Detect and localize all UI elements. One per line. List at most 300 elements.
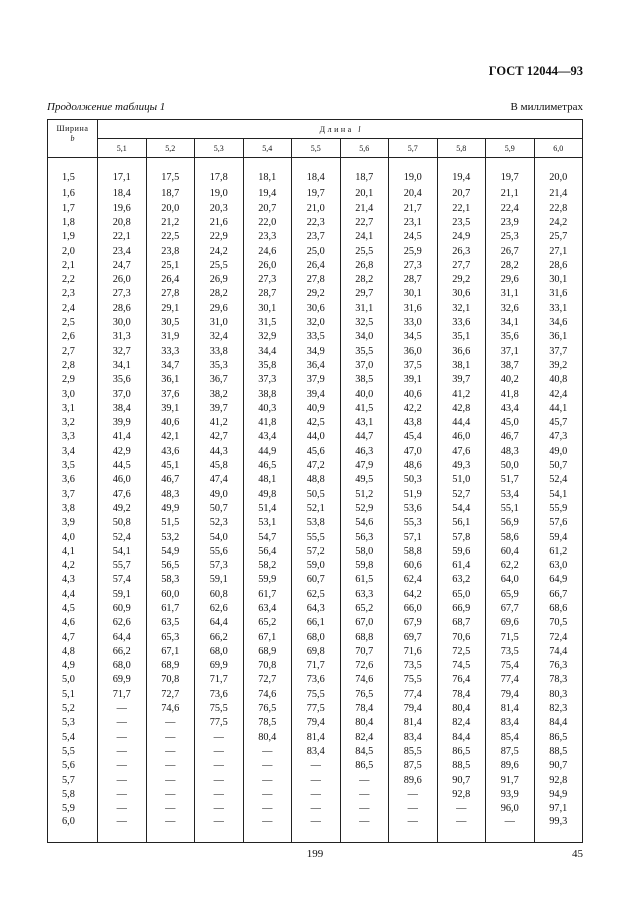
table-cell: 31,1	[340, 301, 389, 315]
table-cell: 37,0	[340, 358, 389, 372]
table-cell: 38,5	[340, 373, 389, 387]
table-cell: 55,9	[534, 501, 583, 515]
table-cell: 47,4	[195, 473, 244, 487]
table-cell: 34,1	[98, 358, 147, 372]
table-cell: 19,7	[292, 187, 341, 201]
table-cell: 26,7	[486, 244, 535, 258]
table-cell: —	[243, 773, 292, 787]
table-cell: 54,9	[146, 544, 195, 558]
table-cell: 56,4	[243, 544, 292, 558]
column-header: 5,7	[389, 139, 438, 158]
table-cell: 23,1	[389, 215, 438, 229]
table-cell: 35,8	[243, 358, 292, 372]
table-cell: 29,7	[340, 287, 389, 301]
table-cell: 68,9	[243, 644, 292, 658]
row-width-cell: 4,1	[48, 544, 98, 558]
table-cell: 41,8	[486, 387, 535, 401]
table-cell: 58,8	[389, 544, 438, 558]
table-cell: 64,3	[292, 601, 341, 615]
table-cell: 48,6	[389, 458, 438, 472]
table-cell: 69,9	[195, 659, 244, 673]
table-cell: 47,6	[98, 487, 147, 501]
table-cell: 32,5	[340, 315, 389, 329]
table-cell: 32,1	[437, 301, 486, 315]
table-cell: 24,7	[98, 258, 147, 272]
table-cell: 28,2	[340, 273, 389, 287]
table-cell: 77,4	[389, 687, 438, 701]
table-cell: 25,3	[486, 230, 535, 244]
table-cell: 88,5	[534, 744, 583, 758]
table-cell: 22,9	[195, 230, 244, 244]
column-header: 5,5	[292, 139, 341, 158]
table-cell: 34,5	[389, 330, 438, 344]
table-cell: 64,2	[389, 587, 438, 601]
table-cell: 60,9	[98, 601, 147, 615]
table-cell: 71,5	[486, 630, 535, 644]
table-cell: 74,5	[437, 659, 486, 673]
table-row	[48, 201, 583, 215]
table-cell: 66,2	[98, 644, 147, 658]
table-cell: 86,5	[534, 730, 583, 744]
table-cell: 60,4	[486, 544, 535, 558]
table-cell: 59,8	[340, 558, 389, 572]
table-cell: 46,0	[437, 430, 486, 444]
table-cell: 57,3	[195, 558, 244, 572]
table-cell: 29,2	[292, 287, 341, 301]
table-cell: 87,5	[486, 744, 535, 758]
table-cell: 31,9	[146, 330, 195, 344]
table-cell: 49,8	[243, 487, 292, 501]
row-width-cell: 1,5	[48, 158, 98, 187]
table-cell: —	[146, 716, 195, 730]
table-cell: 45,7	[534, 415, 583, 429]
table-cell: 42,2	[389, 401, 438, 415]
row-width-cell: 4,0	[48, 530, 98, 544]
table-cell: 29,2	[437, 273, 486, 287]
table-cell: 48,3	[486, 444, 535, 458]
row-width-cell: 3,4	[48, 444, 98, 458]
table-cell: 74,6	[243, 687, 292, 701]
table-row	[48, 187, 583, 201]
table-row	[48, 601, 583, 615]
table-cell: 61,7	[146, 601, 195, 615]
table-row	[48, 802, 583, 816]
table-cell: 73,5	[389, 659, 438, 673]
width-header-symbol: b	[70, 134, 75, 143]
table-cell: 40,6	[146, 415, 195, 429]
table-cell: 42,9	[98, 444, 147, 458]
row-width-cell: 3,2	[48, 415, 98, 429]
table-row	[48, 730, 583, 744]
table-cell: 65,3	[146, 630, 195, 644]
table-cell: 20,1	[340, 187, 389, 201]
row-width-cell: 3,8	[48, 501, 98, 515]
table-row	[48, 501, 583, 515]
length-header	[98, 120, 583, 139]
table-cell: —	[146, 730, 195, 744]
table-cell: 47,6	[437, 444, 486, 458]
table-cell: 52,1	[292, 501, 341, 515]
table-cell: 40,0	[340, 387, 389, 401]
table-cell: 67,7	[486, 601, 535, 615]
table-cell: 19,4	[243, 187, 292, 201]
table-cell: 85,4	[486, 730, 535, 744]
table-cell: 86,5	[340, 759, 389, 773]
table-cell: 52,4	[534, 473, 583, 487]
table-cell: —	[437, 816, 486, 843]
table-cell: 67,1	[146, 644, 195, 658]
table-cell: 22,8	[534, 201, 583, 215]
table-cell: —	[389, 787, 438, 801]
table-cell: 19,7	[486, 158, 535, 187]
table-cell: 53,1	[243, 516, 292, 530]
table-cell: 41,8	[243, 415, 292, 429]
table-cell: 23,4	[98, 244, 147, 258]
table-cell: —	[243, 816, 292, 843]
table-cell: 40,9	[292, 401, 341, 415]
table-cell: —	[195, 730, 244, 744]
table-row	[48, 558, 583, 572]
row-width-cell: 3,0	[48, 387, 98, 401]
table-cell: 40,8	[534, 373, 583, 387]
table-cell: 65,9	[486, 587, 535, 601]
table-cell: 38,1	[437, 358, 486, 372]
table-cell: 38,8	[243, 387, 292, 401]
table-row	[48, 773, 583, 787]
table-cell: 85,5	[389, 744, 438, 758]
table-cell: —	[98, 716, 147, 730]
table-cell: 32,4	[195, 330, 244, 344]
table-cell: 48,3	[146, 487, 195, 501]
table-cell: 58,2	[243, 558, 292, 572]
column-header: 5,3	[195, 139, 244, 158]
table-cell: 33,6	[437, 315, 486, 329]
table-cell: 66,7	[534, 587, 583, 601]
page-number-right: 45	[572, 848, 583, 860]
table-row	[48, 544, 583, 558]
table-cell: 35,1	[437, 330, 486, 344]
row-width-cell: 4,4	[48, 587, 98, 601]
table-cell: 69,7	[389, 630, 438, 644]
table-row	[48, 644, 583, 658]
table-row	[48, 716, 583, 730]
table-cell: 26,4	[292, 258, 341, 272]
table-cell: 60,8	[195, 587, 244, 601]
table-cell: 37,1	[486, 344, 535, 358]
table-cell: 36,4	[292, 358, 341, 372]
table-row	[48, 258, 583, 272]
table-cell: —	[98, 701, 147, 715]
table-cell: 54,1	[534, 487, 583, 501]
table-row	[48, 215, 583, 229]
table-cell: 61,7	[243, 587, 292, 601]
table-cell: 53,4	[486, 487, 535, 501]
document-code: ГОСТ 12044—93	[488, 64, 583, 78]
table-cell: 25,1	[146, 258, 195, 272]
table-cell: 45,6	[292, 444, 341, 458]
table-cell: 56,3	[340, 530, 389, 544]
row-width-cell: 5,7	[48, 773, 98, 787]
column-header-row	[48, 139, 583, 158]
table-cell: —	[292, 773, 341, 787]
table-cell: 89,6	[486, 759, 535, 773]
table-cell: 27,7	[437, 258, 486, 272]
table-cell: 28,6	[98, 301, 147, 315]
table-cell: 37,0	[98, 387, 147, 401]
table-cell: 74,6	[340, 673, 389, 687]
table-cell: 23,5	[437, 215, 486, 229]
row-width-cell: 5,1	[48, 687, 98, 701]
table-cell: 69,9	[98, 673, 147, 687]
table-cell: 59,6	[437, 544, 486, 558]
table-cell: 19,0	[195, 187, 244, 201]
row-width-cell: 1,6	[48, 187, 98, 201]
table-cell: 84,4	[437, 730, 486, 744]
table-cell: 78,4	[437, 687, 486, 701]
table-cell: 30,0	[98, 315, 147, 329]
table-cell: 80,4	[340, 716, 389, 730]
table-cell: 72,7	[243, 673, 292, 687]
width-header-label: Ширина	[56, 124, 89, 133]
table-cell: 58,0	[340, 544, 389, 558]
table-cell: 83,4	[486, 716, 535, 730]
table-cell: 77,5	[292, 701, 341, 715]
table-cell: 35,3	[195, 358, 244, 372]
table-cell: 70,7	[340, 644, 389, 658]
table-cell: 88,5	[437, 759, 486, 773]
table-cell: —	[146, 787, 195, 801]
table-cell: —	[98, 773, 147, 787]
table-cell: 22,7	[340, 215, 389, 229]
table-cell: 20,7	[243, 201, 292, 215]
table-cell: 77,5	[195, 716, 244, 730]
table-cell: 82,4	[340, 730, 389, 744]
table-cell: —	[389, 802, 438, 816]
table-cell: —	[292, 759, 341, 773]
table-cell: 92,8	[437, 787, 486, 801]
table-cell: 74,6	[146, 701, 195, 715]
table-cell: 59,4	[534, 530, 583, 544]
table-cell: 28,2	[486, 258, 535, 272]
table-cell: 39,9	[98, 415, 147, 429]
table-cell: 62,4	[389, 573, 438, 587]
row-width-cell: 5,0	[48, 673, 98, 687]
table-cell: 91,7	[486, 773, 535, 787]
table-cell: 76,5	[243, 701, 292, 715]
table-cell: 22,3	[292, 215, 341, 229]
table-cell: 73,5	[486, 644, 535, 658]
table-cell: 24,5	[389, 230, 438, 244]
table-row	[48, 287, 583, 301]
row-width-cell: 2,7	[48, 344, 98, 358]
table-cell: 30,6	[292, 301, 341, 315]
table-cell: 20,0	[146, 201, 195, 215]
table-row	[48, 616, 583, 630]
table-cell: 49,3	[437, 458, 486, 472]
table-cell: 51,7	[486, 473, 535, 487]
table-cell: 50,5	[292, 487, 341, 501]
table-cell: 25,9	[389, 244, 438, 258]
table-cell: 26,9	[195, 273, 244, 287]
row-width-cell: 2,1	[48, 258, 98, 272]
table-cell: 27,3	[98, 287, 147, 301]
table-cell: 66,9	[437, 601, 486, 615]
table-row	[48, 244, 583, 258]
table-cell: 35,5	[340, 344, 389, 358]
table-cell: 33,0	[389, 315, 438, 329]
table-row	[48, 516, 583, 530]
table-cell: 32,7	[98, 344, 147, 358]
table-cell: 54,7	[243, 530, 292, 544]
table-cell: 47,0	[389, 444, 438, 458]
table-cell: 47,3	[534, 430, 583, 444]
table-cell: 32,6	[486, 301, 535, 315]
table-cell: 33,1	[534, 301, 583, 315]
table-cell: 67,0	[340, 616, 389, 630]
table-cell: 59,0	[292, 558, 341, 572]
table-row	[48, 387, 583, 401]
table-cell: 90,7	[437, 773, 486, 787]
table-cell: 58,3	[146, 573, 195, 587]
table-cell: 49,9	[146, 501, 195, 515]
table-cell: 38,7	[486, 358, 535, 372]
table-cell: 66,2	[195, 630, 244, 644]
table-cell: 28,2	[195, 287, 244, 301]
table-cell: 65,0	[437, 587, 486, 601]
table-cell: 38,2	[195, 387, 244, 401]
table-cell: 41,4	[98, 430, 147, 444]
table-cell: 77,4	[486, 673, 535, 687]
row-width-cell: 2,6	[48, 330, 98, 344]
table-cell: 61,2	[534, 544, 583, 558]
table-cell: 87,5	[389, 759, 438, 773]
row-width-cell: 4,9	[48, 659, 98, 673]
table-cell: 17,8	[195, 158, 244, 187]
length-table	[47, 119, 583, 843]
row-width-cell: 5,6	[48, 759, 98, 773]
table-cell: 41,2	[195, 415, 244, 429]
table-cell: 80,3	[534, 687, 583, 701]
table-cell: 40,3	[243, 401, 292, 415]
table-cell: 55,1	[486, 501, 535, 515]
table-cell: 60,6	[389, 558, 438, 572]
row-width-cell: 5,8	[48, 787, 98, 801]
table-cell: 18,7	[340, 158, 389, 187]
table-cell: 28,7	[389, 273, 438, 287]
table-cell: 80,4	[437, 701, 486, 715]
table-cell: 42,1	[146, 430, 195, 444]
table-cell: 42,7	[195, 430, 244, 444]
table-cell: 34,6	[534, 315, 583, 329]
table-cell: 46,7	[146, 473, 195, 487]
table-cell: 64,4	[98, 630, 147, 644]
table-cell: 62,6	[98, 616, 147, 630]
table-cell: 99,3	[534, 816, 583, 843]
table-cell: 44,5	[98, 458, 147, 472]
table-cell: 59,1	[195, 573, 244, 587]
table-cell: 47,2	[292, 458, 341, 472]
table-cell: 21,4	[534, 187, 583, 201]
table-cell: 66,0	[389, 601, 438, 615]
table-cell: 72,6	[340, 659, 389, 673]
table-cell: 24,6	[243, 244, 292, 258]
column-header: 5,4	[243, 139, 292, 158]
table-cell: 42,5	[292, 415, 341, 429]
table-cell: 59,9	[243, 573, 292, 587]
table-cell: 50,0	[486, 458, 535, 472]
table-cell: 64,9	[534, 573, 583, 587]
table-cell: 39,7	[195, 401, 244, 415]
table-cell: 26,8	[340, 258, 389, 272]
table-cell: 83,4	[292, 744, 341, 758]
table-cell: 34,0	[340, 330, 389, 344]
column-header: 5,6	[340, 139, 389, 158]
table-cell: 50,3	[389, 473, 438, 487]
column-header: 5,1	[98, 139, 147, 158]
table-cell: 56,5	[146, 558, 195, 572]
table-cell: 81,4	[486, 701, 535, 715]
row-width-cell: 2,4	[48, 301, 98, 315]
table-cell: —	[195, 787, 244, 801]
table-cell: 71,7	[98, 687, 147, 701]
table-row	[48, 430, 583, 444]
table-cell: 35,6	[98, 373, 147, 387]
table-cell: 89,6	[389, 773, 438, 787]
table-cell: 22,1	[437, 201, 486, 215]
row-width-cell: 2,5	[48, 315, 98, 329]
table-cell: 65,2	[243, 616, 292, 630]
table-row	[48, 273, 583, 287]
table-cell: 75,5	[292, 687, 341, 701]
row-width-cell: 6,0	[48, 816, 98, 843]
table-cell: 93,9	[486, 787, 535, 801]
table-row	[48, 415, 583, 429]
table-cell: —	[292, 816, 341, 843]
table-cell: 52,7	[437, 487, 486, 501]
table-cell: —	[195, 744, 244, 758]
table-cell: —	[195, 802, 244, 816]
table-cell: 33,5	[292, 330, 341, 344]
table-cell: 73,6	[292, 673, 341, 687]
table-cell: 57,2	[292, 544, 341, 558]
table-cell: 42,8	[437, 401, 486, 415]
table-cell: 57,8	[437, 530, 486, 544]
table-cell: —	[243, 787, 292, 801]
table-cell: 37,3	[243, 373, 292, 387]
table-cell: 32,9	[243, 330, 292, 344]
table-cell: —	[340, 802, 389, 816]
row-width-cell: 3,7	[48, 487, 98, 501]
table-cell: 39,2	[534, 358, 583, 372]
table-cell: 46,0	[98, 473, 147, 487]
table-cell: 20,7	[437, 187, 486, 201]
row-width-cell: 5,9	[48, 802, 98, 816]
table-cell: 44,4	[437, 415, 486, 429]
table-cell: 24,2	[534, 215, 583, 229]
table-cell: 30,5	[146, 315, 195, 329]
table-cell: —	[98, 816, 147, 843]
table-cell: 54,4	[437, 501, 486, 515]
table-cell: 60,7	[292, 573, 341, 587]
table-cell: 47,9	[340, 458, 389, 472]
table-cell: 75,4	[486, 659, 535, 673]
table-cell: 81,4	[389, 716, 438, 730]
table-cell: —	[146, 802, 195, 816]
table-cell: 63,0	[534, 558, 583, 572]
table-cell: 32,0	[292, 315, 341, 329]
table-cell: 62,2	[486, 558, 535, 572]
table-row	[48, 301, 583, 315]
